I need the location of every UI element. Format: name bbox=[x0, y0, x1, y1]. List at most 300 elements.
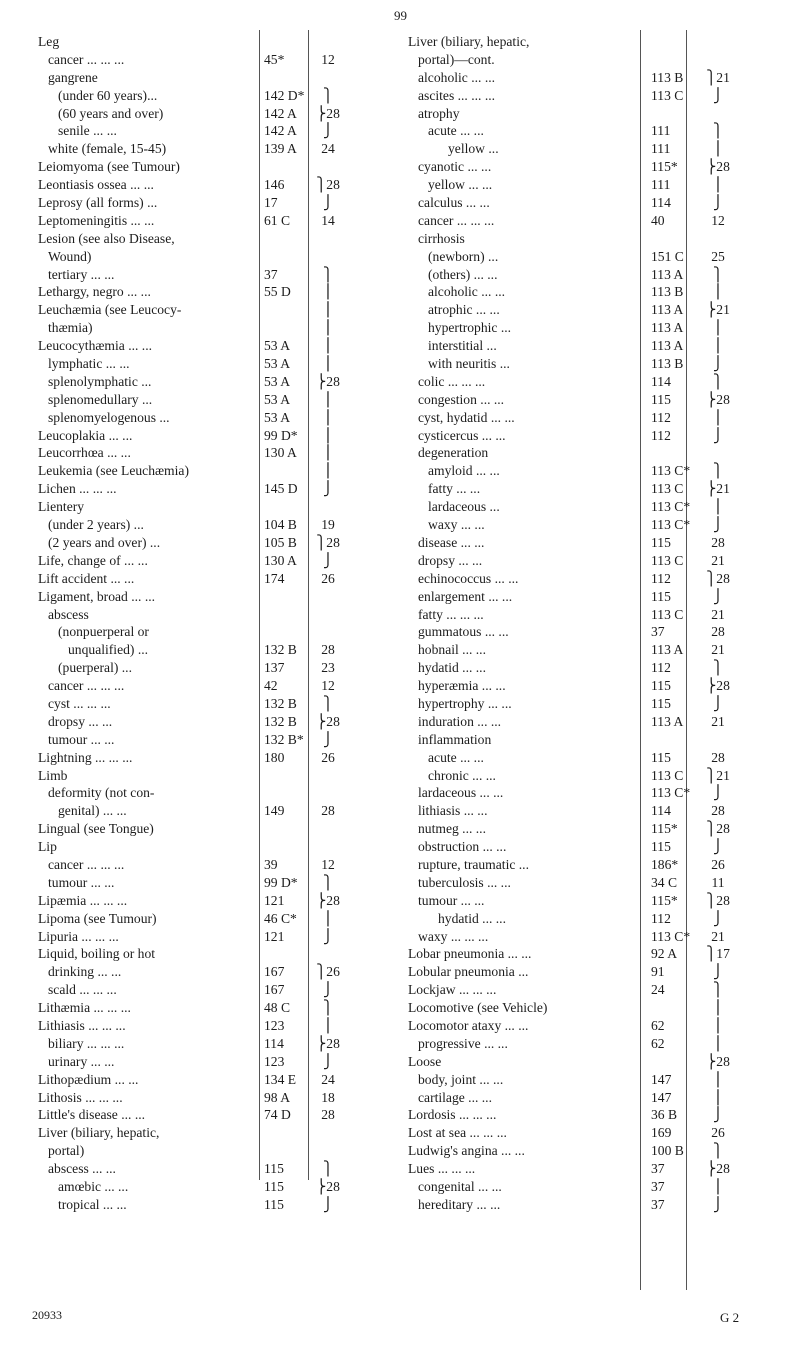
index-entry bbox=[38, 266, 348, 284]
index-reference: 132 B bbox=[264, 642, 297, 658]
index-code: ⎪ bbox=[322, 409, 334, 425]
index-entry bbox=[408, 552, 770, 570]
index-code: ⎫ bbox=[712, 266, 724, 282]
index-entry bbox=[408, 266, 770, 284]
index-entry bbox=[408, 33, 770, 51]
index-term: cysticercus ... ... bbox=[418, 427, 506, 443]
index-term: tropical ... ... bbox=[58, 1196, 127, 1212]
index-reference: 113 A bbox=[651, 302, 684, 318]
index-entry bbox=[408, 373, 770, 391]
index-term: (under 60 years)... bbox=[58, 87, 158, 103]
index-entry bbox=[38, 427, 348, 445]
index-code: 21 bbox=[711, 552, 725, 568]
index-reference: 113 C bbox=[651, 606, 684, 622]
index-entry bbox=[38, 122, 348, 140]
index-term: hypertrophy ... ... bbox=[418, 695, 512, 711]
index-code: ⎫ bbox=[712, 982, 724, 998]
index-code: 26 bbox=[711, 1125, 725, 1141]
index-reference: 132 B bbox=[264, 713, 297, 729]
index-term: cancer ... ... ... bbox=[48, 51, 125, 67]
index-entry bbox=[38, 1106, 348, 1124]
index-code: ⎫ bbox=[322, 87, 334, 103]
index-term: chronic ... ... bbox=[428, 767, 496, 783]
index-term: Leprosy (all forms) ... bbox=[38, 195, 158, 211]
index-term: abscess ... ... bbox=[48, 1161, 116, 1177]
index-entry bbox=[38, 1071, 348, 1089]
index-reference: 115 bbox=[651, 534, 671, 550]
index-entry bbox=[408, 1071, 770, 1089]
index-entry bbox=[38, 963, 348, 981]
index-entry bbox=[408, 176, 770, 194]
index-code: ⎪ bbox=[712, 1179, 724, 1194]
index-reference: 112 bbox=[651, 409, 671, 425]
index-entry bbox=[408, 1142, 770, 1160]
index-entry bbox=[38, 409, 348, 427]
index-code: 28 bbox=[711, 749, 725, 765]
index-reference: 113 B bbox=[651, 284, 684, 300]
index-term: interstitial ... bbox=[428, 338, 497, 354]
index-code: 26 bbox=[321, 749, 335, 765]
index-code: ⎭ bbox=[322, 123, 334, 139]
index-term: Lobular pneumonia ... bbox=[408, 964, 529, 980]
index-code: 21 bbox=[711, 713, 725, 729]
index-entry bbox=[38, 999, 348, 1017]
index-term: Leiomyoma (see Tumour) bbox=[38, 159, 180, 175]
index-entry bbox=[408, 444, 770, 462]
index-reference: 145 D bbox=[264, 481, 298, 497]
index-term: lithiasis ... ... bbox=[418, 803, 488, 819]
index-code: ⎪ bbox=[322, 302, 334, 318]
index-entry bbox=[38, 874, 348, 892]
index-code: ⎭ bbox=[322, 731, 334, 747]
index-code: ⎭ bbox=[712, 1196, 724, 1212]
index-reference: 115 bbox=[264, 1179, 284, 1194]
index-entry bbox=[408, 158, 770, 176]
index-code: 26 bbox=[321, 570, 335, 586]
index-column-right bbox=[408, 33, 770, 1214]
index-reference: 151 C bbox=[651, 248, 684, 264]
index-term: Liquid, boiling or hot bbox=[38, 946, 156, 962]
index-term: Lues ... ... ... bbox=[408, 1161, 476, 1177]
index-term: tertiary ... ... bbox=[48, 266, 115, 282]
index-entry bbox=[408, 534, 770, 552]
index-reference: 100 B bbox=[651, 1143, 684, 1159]
index-column-left bbox=[38, 33, 348, 1214]
index-entry bbox=[38, 158, 348, 176]
index-entry bbox=[38, 480, 348, 498]
index-term: obstruction ... ... bbox=[418, 839, 507, 855]
index-entry bbox=[38, 981, 348, 999]
index-entry bbox=[38, 319, 348, 337]
index-code: ⎫28 bbox=[706, 821, 730, 837]
index-reference: 180 bbox=[264, 749, 285, 765]
index-term: dropsy ... ... bbox=[48, 713, 113, 729]
index-code: 24 bbox=[321, 141, 335, 157]
index-term: portal)—cont. bbox=[418, 51, 495, 67]
index-term: inflammation bbox=[418, 731, 492, 747]
index-code: ⎫ bbox=[712, 373, 724, 389]
index-entry bbox=[408, 767, 770, 785]
index-reference: 123 bbox=[264, 1053, 285, 1069]
index-term: acute ... ... bbox=[428, 123, 484, 139]
index-term: Lithosis ... ... ... bbox=[38, 1089, 123, 1105]
index-term: gangrene bbox=[48, 69, 98, 85]
index-term: splenomedullary ... bbox=[48, 391, 153, 407]
index-reference: 113 C* bbox=[651, 785, 691, 801]
index-reference: 105 B bbox=[264, 534, 297, 550]
index-entry bbox=[38, 1142, 348, 1160]
index-code: 12 bbox=[321, 51, 335, 67]
index-reference: 167 bbox=[264, 982, 285, 998]
index-code: ⎫21 bbox=[706, 69, 730, 85]
index-reference: 42 bbox=[264, 678, 278, 694]
index-reference: 113 C bbox=[651, 552, 684, 568]
index-term: degeneration bbox=[418, 445, 489, 461]
index-term: Leucocythæmia ... ... bbox=[38, 338, 153, 354]
index-entry bbox=[408, 1124, 770, 1142]
index-term: hydatid ... ... bbox=[438, 910, 506, 926]
index-code: 28 bbox=[321, 642, 335, 658]
index-term: hobnail ... ... bbox=[418, 642, 486, 658]
index-reference: 169 bbox=[651, 1125, 672, 1141]
index-term: amyloid ... ... bbox=[428, 463, 500, 479]
index-term: cancer ... ... ... bbox=[418, 212, 495, 228]
index-entry bbox=[38, 498, 348, 516]
index-reference: 147 bbox=[651, 1071, 672, 1087]
index-entry bbox=[408, 1089, 770, 1107]
index-entry bbox=[408, 999, 770, 1017]
index-reference: 114 bbox=[651, 803, 671, 819]
index-reference: 53 A bbox=[264, 373, 291, 389]
index-reference: 115 bbox=[651, 695, 671, 711]
index-term: waxy ... ... ... bbox=[418, 928, 489, 944]
index-entry bbox=[38, 820, 348, 838]
index-entry bbox=[408, 516, 770, 534]
index-entry bbox=[408, 588, 770, 606]
index-entry bbox=[38, 606, 348, 624]
index-term: yellow ... bbox=[448, 141, 499, 157]
index-term: Leontiasis ossea ... ... bbox=[38, 177, 154, 193]
index-term: splenomyelogenous ... bbox=[48, 409, 170, 425]
index-reference: 113 C bbox=[651, 481, 684, 497]
index-code: ⎭ bbox=[322, 195, 334, 211]
index-reference: 99 D* bbox=[264, 427, 298, 443]
index-code: 24 bbox=[321, 1071, 335, 1087]
index-term: lymphatic ... ... bbox=[48, 356, 130, 372]
index-reference: 37 bbox=[651, 1161, 665, 1177]
index-term: cyanotic ... ... bbox=[418, 159, 492, 175]
index-code: ⎭ bbox=[322, 481, 334, 497]
index-code: 28 bbox=[711, 534, 725, 550]
index-code: ⎬21 bbox=[706, 481, 730, 497]
index-code: ⎭ bbox=[712, 1107, 724, 1123]
index-entry bbox=[38, 1124, 348, 1142]
index-entry bbox=[38, 534, 348, 552]
index-entry bbox=[408, 677, 770, 695]
index-reference: 115 bbox=[651, 839, 671, 855]
footer-print-code: 20933 bbox=[32, 1308, 62, 1322]
index-entry bbox=[38, 1178, 348, 1196]
index-term: nutmeg ... ... bbox=[418, 821, 486, 837]
index-entry bbox=[408, 462, 770, 480]
index-reference: 113 A bbox=[651, 713, 684, 729]
index-reference: 139 A bbox=[264, 141, 297, 157]
index-term: Lift accident ... ... bbox=[38, 570, 135, 586]
index-term: Loose bbox=[408, 1053, 442, 1069]
index-term: thæmia) bbox=[48, 320, 93, 336]
index-entry bbox=[38, 1160, 348, 1178]
index-term: senile ... ... bbox=[58, 123, 117, 139]
index-term: dropsy ... ... bbox=[418, 552, 483, 568]
index-code: 21 bbox=[711, 928, 725, 944]
index-entry bbox=[38, 1053, 348, 1071]
index-entry bbox=[408, 51, 770, 69]
index-term: Liver (biliary, hepatic, bbox=[408, 34, 530, 49]
index-entry bbox=[38, 1089, 348, 1107]
index-entry bbox=[408, 1178, 770, 1196]
index-entry bbox=[408, 248, 770, 266]
index-reference: 113 C bbox=[651, 87, 684, 103]
index-code: ⎪ bbox=[712, 1035, 724, 1051]
index-code: 25 bbox=[711, 248, 725, 264]
index-code: ⎫ bbox=[712, 123, 724, 139]
index-term: Lobar pneumonia ... ... bbox=[408, 946, 532, 962]
index-code: ⎭ bbox=[322, 982, 334, 998]
index-code: ⎬28 bbox=[316, 892, 340, 908]
index-reference: 142 A bbox=[264, 105, 297, 121]
index-reference: 17 bbox=[264, 195, 278, 211]
index-code: ⎪ bbox=[712, 499, 724, 515]
index-code: 28 bbox=[321, 1107, 335, 1123]
index-term: rupture, traumatic ... bbox=[418, 856, 529, 872]
index-term: Lingual (see Tongue) bbox=[38, 821, 154, 837]
index-term: acute ... ... bbox=[428, 749, 484, 765]
index-term: drinking ... ... bbox=[48, 964, 122, 980]
index-code: ⎭ bbox=[712, 839, 724, 855]
index-reference: 115* bbox=[651, 892, 678, 908]
index-entry bbox=[408, 283, 770, 301]
index-code: 23 bbox=[321, 660, 335, 676]
index-reference: 132 B* bbox=[264, 731, 304, 747]
index-reference: 111 bbox=[651, 177, 671, 193]
index-code: ⎪ bbox=[712, 141, 724, 157]
index-term: Lightning ... ... ... bbox=[38, 749, 133, 765]
index-entry bbox=[38, 767, 348, 785]
index-reference: 112 bbox=[651, 910, 671, 926]
index-term: Lipoma (see Tumour) bbox=[38, 910, 157, 926]
index-reference: 34 C bbox=[651, 874, 678, 890]
index-entry bbox=[38, 731, 348, 749]
index-term: Limb bbox=[38, 767, 68, 783]
index-code: 19 bbox=[321, 517, 335, 533]
index-code: ⎪ bbox=[322, 284, 334, 300]
index-code: ⎪ bbox=[322, 445, 334, 461]
index-code: 28 bbox=[711, 803, 725, 819]
index-code: ⎫ bbox=[322, 874, 334, 890]
index-entry bbox=[38, 516, 348, 534]
index-term: tumour ... ... bbox=[418, 892, 485, 908]
index-code: ⎫28 bbox=[316, 177, 340, 193]
index-entry bbox=[408, 838, 770, 856]
index-entry bbox=[408, 892, 770, 910]
index-code: ⎪ bbox=[322, 427, 334, 443]
index-term: Lientery bbox=[38, 499, 85, 515]
index-entry bbox=[408, 194, 770, 212]
index-reference: 114 bbox=[264, 1035, 284, 1051]
index-reference: 115 bbox=[264, 1161, 284, 1177]
index-reference: 24 bbox=[651, 982, 665, 998]
index-term: splenolymphatic ... bbox=[48, 373, 152, 389]
index-reference: 115 bbox=[651, 391, 671, 407]
index-term: hydatid ... ... bbox=[418, 660, 486, 676]
index-reference: 99 D* bbox=[264, 874, 298, 890]
index-term: atrophy bbox=[418, 105, 460, 121]
index-entry bbox=[408, 140, 770, 158]
index-term: Ludwig's angina ... ... bbox=[408, 1143, 525, 1159]
index-entry bbox=[408, 337, 770, 355]
index-entry bbox=[38, 802, 348, 820]
index-entry bbox=[408, 1053, 770, 1071]
index-entry bbox=[408, 391, 770, 409]
index-term: amœbic ... ... bbox=[58, 1179, 129, 1194]
index-term: ascites ... ... ... bbox=[418, 87, 496, 103]
index-code: ⎫ bbox=[712, 463, 724, 479]
index-reference: 61 C bbox=[264, 212, 291, 228]
index-code: 18 bbox=[321, 1089, 335, 1105]
index-code: 14 bbox=[321, 212, 335, 228]
index-term: enlargement ... ... bbox=[418, 588, 513, 604]
index-reference: 142 A bbox=[264, 123, 297, 139]
index-term: Lordosis ... ... ... bbox=[408, 1107, 497, 1123]
index-entry bbox=[38, 945, 348, 963]
index-term: Leg bbox=[38, 34, 60, 49]
index-term: urinary ... ... bbox=[48, 1053, 115, 1069]
index-code: 26 bbox=[711, 856, 725, 872]
index-term: deformity (not con- bbox=[48, 785, 155, 801]
index-term: Lithopædium ... ... bbox=[38, 1071, 139, 1087]
index-code: ⎪ bbox=[322, 338, 334, 354]
index-term: cancer ... ... ... bbox=[48, 678, 125, 694]
index-reference: 91 bbox=[651, 964, 665, 980]
index-code: ⎪ bbox=[712, 338, 724, 354]
index-code: ⎫ bbox=[322, 266, 334, 282]
index-code: ⎫21 bbox=[706, 767, 730, 783]
index-term: genital) ... ... bbox=[58, 803, 127, 819]
index-reference: 113 C* bbox=[651, 517, 691, 533]
index-entry bbox=[408, 87, 770, 105]
index-entry bbox=[38, 1017, 348, 1035]
index-code: ⎪ bbox=[322, 391, 334, 407]
index-reference: 113 C bbox=[651, 767, 684, 783]
index-term: cirrhosis bbox=[418, 230, 465, 246]
index-entry bbox=[38, 1196, 348, 1214]
index-reference: 53 A bbox=[264, 356, 291, 372]
index-term: Locomotive (see Vehicle) bbox=[408, 1000, 548, 1016]
index-code: 28 bbox=[321, 803, 335, 819]
index-term: alcoholic ... ... bbox=[418, 69, 496, 85]
index-term: Leucoplakia ... ... bbox=[38, 427, 133, 443]
index-entry bbox=[38, 194, 348, 212]
index-term: colic ... ... ... bbox=[418, 373, 486, 389]
index-code: ⎭ bbox=[712, 785, 724, 801]
index-entry bbox=[408, 928, 770, 946]
index-code: ⎬28 bbox=[316, 105, 340, 121]
index-entry bbox=[38, 552, 348, 570]
index-term: abscess bbox=[48, 606, 89, 622]
index-term: cartilage ... ... bbox=[418, 1089, 492, 1105]
index-term: biliary ... ... ... bbox=[48, 1035, 125, 1051]
index-code: ⎫26 bbox=[316, 964, 340, 980]
index-entry bbox=[38, 928, 348, 946]
index-code: ⎪ bbox=[712, 409, 724, 425]
index-entry bbox=[38, 623, 348, 641]
index-reference: 112 bbox=[651, 570, 671, 586]
index-reference: 167 bbox=[264, 964, 285, 980]
index-reference: 36 B bbox=[651, 1107, 678, 1123]
index-term: Little's disease ... ... bbox=[38, 1107, 146, 1123]
signature-mark: G 2 bbox=[720, 1310, 740, 1325]
index-reference: 55 D bbox=[264, 284, 291, 300]
index-entry bbox=[38, 212, 348, 230]
index-term: Lichen ... ... ... bbox=[38, 481, 117, 497]
index-code: ⎪ bbox=[712, 1017, 724, 1033]
index-code: ⎭ bbox=[712, 517, 724, 533]
index-entry bbox=[38, 695, 348, 713]
index-term: portal) bbox=[48, 1143, 85, 1159]
index-code: ⎪ bbox=[712, 284, 724, 300]
index-code: ⎫ bbox=[712, 1143, 724, 1159]
index-code: ⎫ bbox=[322, 695, 334, 711]
index-term: Lithæmia ... ... ... bbox=[38, 1000, 131, 1016]
index-reference: 147 bbox=[651, 1089, 672, 1105]
index-code: ⎭ bbox=[712, 427, 724, 443]
index-term: (puerperal) ... bbox=[58, 660, 132, 676]
index-code: ⎪ bbox=[712, 1000, 724, 1016]
index-code: ⎬21 bbox=[706, 302, 730, 318]
index-entry bbox=[38, 856, 348, 874]
index-reference: 37 bbox=[264, 266, 278, 282]
index-term: Leucorrhœa ... ... bbox=[38, 445, 131, 461]
index-term: lardaceous ... ... bbox=[418, 785, 504, 801]
index-code: ⎭ bbox=[712, 87, 724, 103]
index-entry bbox=[38, 355, 348, 373]
index-term: Lockjaw ... ... ... bbox=[408, 982, 497, 998]
index-code: ⎬28 bbox=[316, 1179, 340, 1194]
index-reference: 113 A bbox=[651, 338, 684, 354]
index-term: yellow ... ... bbox=[428, 177, 493, 193]
index-entry bbox=[408, 749, 770, 767]
index-reference: 115 bbox=[651, 749, 671, 765]
index-code: ⎭ bbox=[712, 588, 724, 604]
index-term: with neuritis ... bbox=[428, 356, 510, 372]
index-code: ⎪ bbox=[322, 356, 334, 372]
index-term: alcoholic ... ... bbox=[428, 284, 506, 300]
index-term: Life, change of ... ... bbox=[38, 552, 148, 568]
index-entry bbox=[408, 784, 770, 802]
index-term: cyst, hydatid ... ... bbox=[418, 409, 515, 425]
index-term: cancer ... ... ... bbox=[48, 856, 125, 872]
index-entry bbox=[408, 874, 770, 892]
index-entry bbox=[38, 87, 348, 105]
index-reference: 46 C* bbox=[264, 910, 297, 926]
index-entry bbox=[38, 69, 348, 87]
index-code: ⎫28 bbox=[706, 892, 730, 908]
index-entry bbox=[38, 588, 348, 606]
index-entry bbox=[38, 391, 348, 409]
index-term: hereditary ... ... bbox=[418, 1196, 501, 1212]
index-reference: 112 bbox=[651, 427, 671, 443]
index-code: ⎫17 bbox=[706, 946, 730, 962]
